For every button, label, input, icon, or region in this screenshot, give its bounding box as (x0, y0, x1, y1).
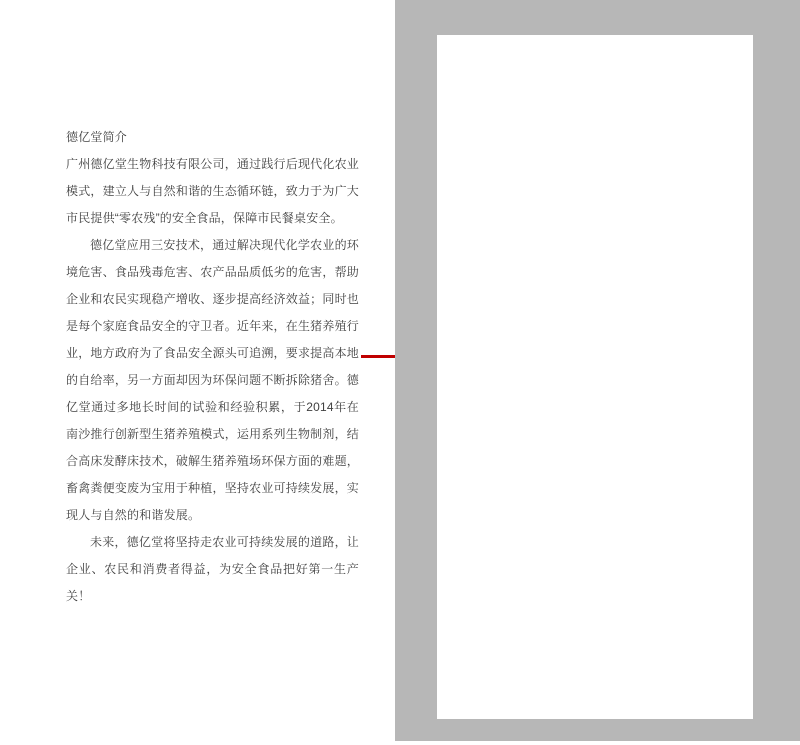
intro-text-block (66, 124, 359, 610)
page-preview-panel (395, 0, 800, 741)
blank-page (437, 35, 753, 719)
intro-paragraph-3: 未来，德亿堂将坚持走农业可持续发展的道路，让企业、农民和消费者得益，为安全食品把好第一生产关！ (66, 535, 359, 603)
intro-paragraph-1: 广州德亿堂生物科技有限公司，通过践行后现代化农业模式，建立人与自然和谐的生态循环链，致力于为广大市民提供“零农残”的安全食品，保障市民餐桌安全。 (66, 157, 359, 225)
intro-paragraph-2: 德亿堂应用三安技术，通过解决现代化学农业的环境危害、食品残毒危害、农产品品质低劣的危害，帮助企业和农民实现稳产增收、逐步提高经济效益；同时也是每个家庭食品安全的守卫者。近年来，在生猪养殖行业，地方政府为了食品安全源头可追溯，要求提高本地的自给率，另一方面却因为环保问题不断拆除猪舍。德亿堂通过多地长时间的试验和经验积累，于2014年在南沙推行创新型生猪养殖模式，运用系列生物制剂，结合高床发酵床技术，破解生猪养殖场环保方面的难题，畜禽粪便变废为宝用于种植，坚持农业可持续发展，实现人与自然的和谐发展。 (66, 238, 359, 522)
doc-title: 德亿堂简介 (66, 130, 128, 144)
